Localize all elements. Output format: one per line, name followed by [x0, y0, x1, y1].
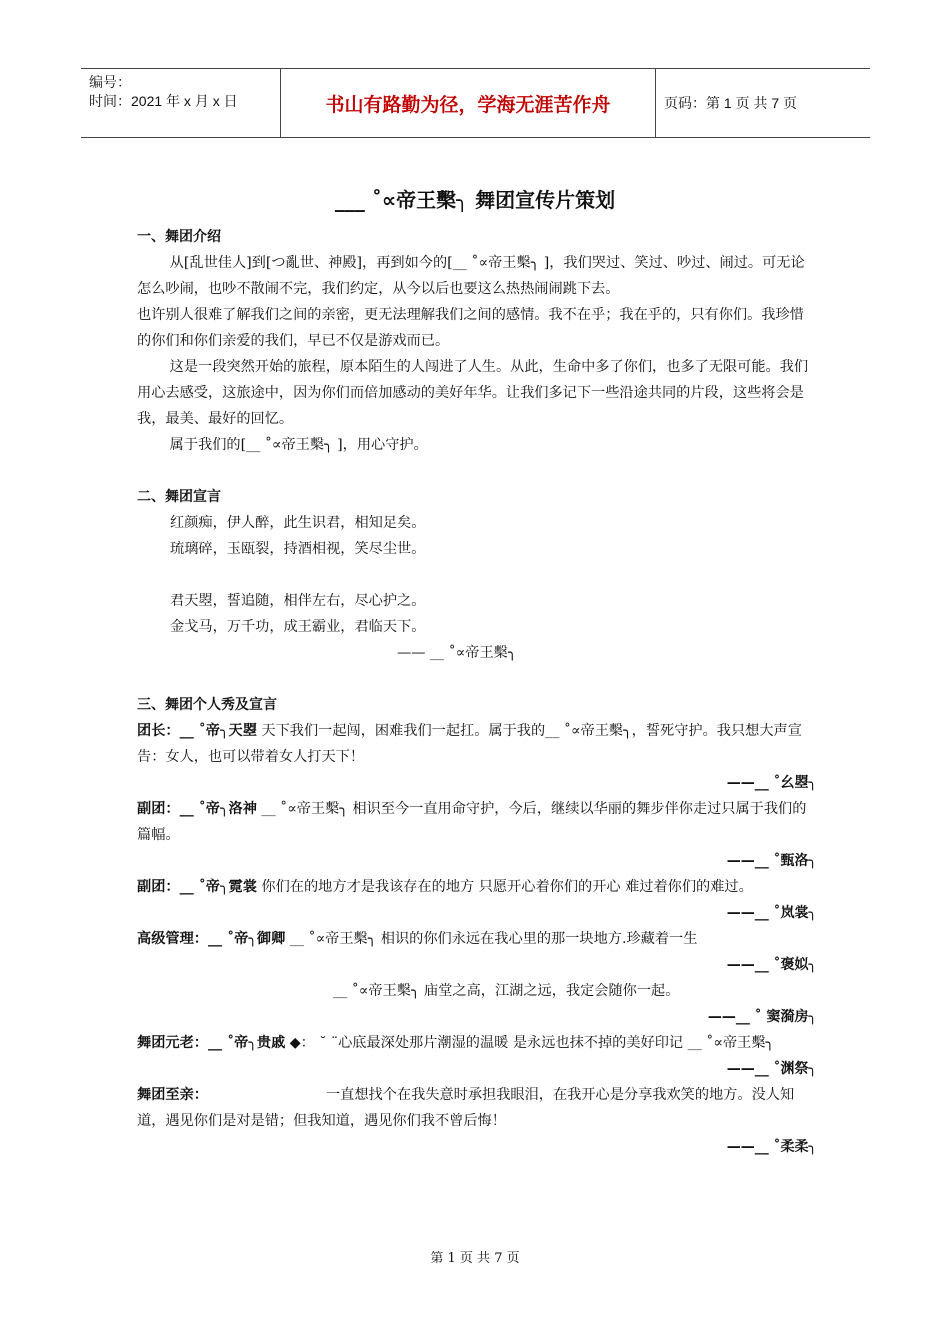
header-page-info: 页码：第 1 页 共 7 页 — [664, 95, 798, 111]
declaration-line-1: 红颜痴，伊人醉，此生识君，相知足矣。 — [170, 515, 426, 531]
header-date-label: 时间：2021 年 x 月 x 日 — [89, 93, 238, 109]
section-heading-members: 三、舞团个人秀及宣言 — [137, 697, 277, 713]
intro-paragraph-2: 这是一段突然开始的旅程，原本陌生的人闯进了人生。从此，生命中多了你们，也多了无限可能。我们用心去感受，这旅途中，因为你们而倍加感动的美好年华。让我们多记下一些沿途共同的片段，这些将会是我，最美、最好的回忆。 — [137, 359, 809, 427]
member-entry-7 — [137, 1082, 817, 1134]
declaration-line-3: 君天曌，誓追随，相伴左右，尽心护之。 — [170, 593, 426, 609]
member-entry-3 — [137, 874, 817, 900]
section-heading-declaration: 二、舞团宣言 — [137, 489, 221, 505]
document-body — [137, 224, 817, 1160]
member-text: __ ˚∝帝王檕╮ 相识的你们永远在我心里的那一块地方.珍藏着一生 — [285, 931, 698, 947]
member-text: ◆： ˘ ¨心底最深处那片潮湿的温暖 是永远也抹不掉的美好印记 __ ˚∝帝王檕╮ — [285, 1035, 775, 1051]
member-signature: ——__ ˚渊祭╮ — [726, 1061, 817, 1077]
member-role: 团长：__ ˚帝╮天曌 — [137, 723, 257, 739]
member-entry-5: __ ˚∝帝王檕╮ 庙堂之高，江湖之远，我定会随你一起。 — [333, 983, 680, 999]
declaration-signature: —— __ ˚∝帝王檕╮ — [397, 645, 517, 661]
declaration-line-4: 金戈马，万千功，成王霸业，君临天下。 — [170, 619, 426, 635]
intro-paragraph-3: 属于我们的[__ ˚∝帝王檕╮ ]，用心守护。 — [169, 437, 428, 453]
header-number-label: 编号： — [89, 74, 131, 90]
member-text: 一直想找个在我失意时承担我眼泪，在我开心是分享我欢笑的地方。没人知道，遇见你们是对是错；但我知道，遇见你们我不曾后悔！ — [137, 1087, 795, 1129]
header-motto: 书山有路勤为径，学海无涯苦作舟 — [281, 69, 656, 137]
member-signature: ——__ ˚岚裳╮ — [726, 905, 817, 921]
section-heading-intro: 一、舞团介绍 — [137, 229, 221, 245]
member-text: 你们在的地方才是我该存在的地方 只愿开心着你们的开心 难过着你们的难过。 — [256, 879, 753, 895]
member-role: 高级管理：__ ˚帝╮御卿 — [137, 931, 286, 947]
member-role: 舞团元老：__ ˚帝╮贵戚 — [137, 1035, 286, 1051]
member-signature: ——__ ˚柔柔╮ — [726, 1139, 817, 1155]
page-footer: 第 1 页 共 7 页 — [430, 1251, 520, 1266]
member-text: __ ˚∝帝王檕╮ 相识至今一直用命守护，今后，继续以华丽的舞步伴你走过只属于我们的篇幅。 — [137, 801, 807, 843]
member-role: 舞团至亲： — [137, 1087, 208, 1103]
document-header-table — [81, 68, 870, 138]
intro-paragraph-1b: 也许别人很难了解我们之间的亲密，更无法理解我们之间的感情。我不在乎；我在乎的，只有你们。我珍惜的你们和你们亲爱的我们，早已不仅是游戏而已。 — [137, 307, 804, 349]
member-role: 副团：__ ˚帝╮洛神 — [137, 801, 257, 817]
intro-paragraph-1a: 从[乱世佳人]到[つ亂世、神殿]，再到如今的[__ ˚∝帝王檕╮ ]，我们哭过、笑过、吵过、闹过。可无论怎么吵闹，也吵不散闹不完，我们约定，从今以后也要这么热热闹闹跳下去。 — [137, 255, 805, 297]
member-entry-6 — [137, 1030, 817, 1056]
member-entry-4 — [137, 926, 817, 952]
member-signature: ——__ ˚褒姒╮ — [726, 957, 817, 973]
member-entry-1 — [137, 718, 817, 770]
member-signature: ——__ ˚甄洛╮ — [726, 853, 817, 869]
member-entry-2 — [137, 796, 817, 848]
header-meta-cell — [81, 69, 281, 137]
declaration-line-2: 琉璃碎，玉瓯裂，持酒相视，笑尽尘世。 — [170, 541, 426, 557]
member-signature: ——__ ˚幺曌╮ — [726, 775, 817, 791]
member-role: 副团：__ ˚帝╮霓裳 — [137, 879, 257, 895]
member-signature: ——__ ˚ 窦漪房╮ — [707, 1009, 817, 1025]
document-title: ___ ˚∝帝王檕╮ 舞团宣传片策划 — [334, 188, 616, 212]
member-text: 天下我们一起闯，困难我们一起扛。属于我的__ ˚∝帝王檕╮，誓死守护。我只想大声宣告：女人，也可以带着女人打天下！ — [137, 723, 802, 765]
